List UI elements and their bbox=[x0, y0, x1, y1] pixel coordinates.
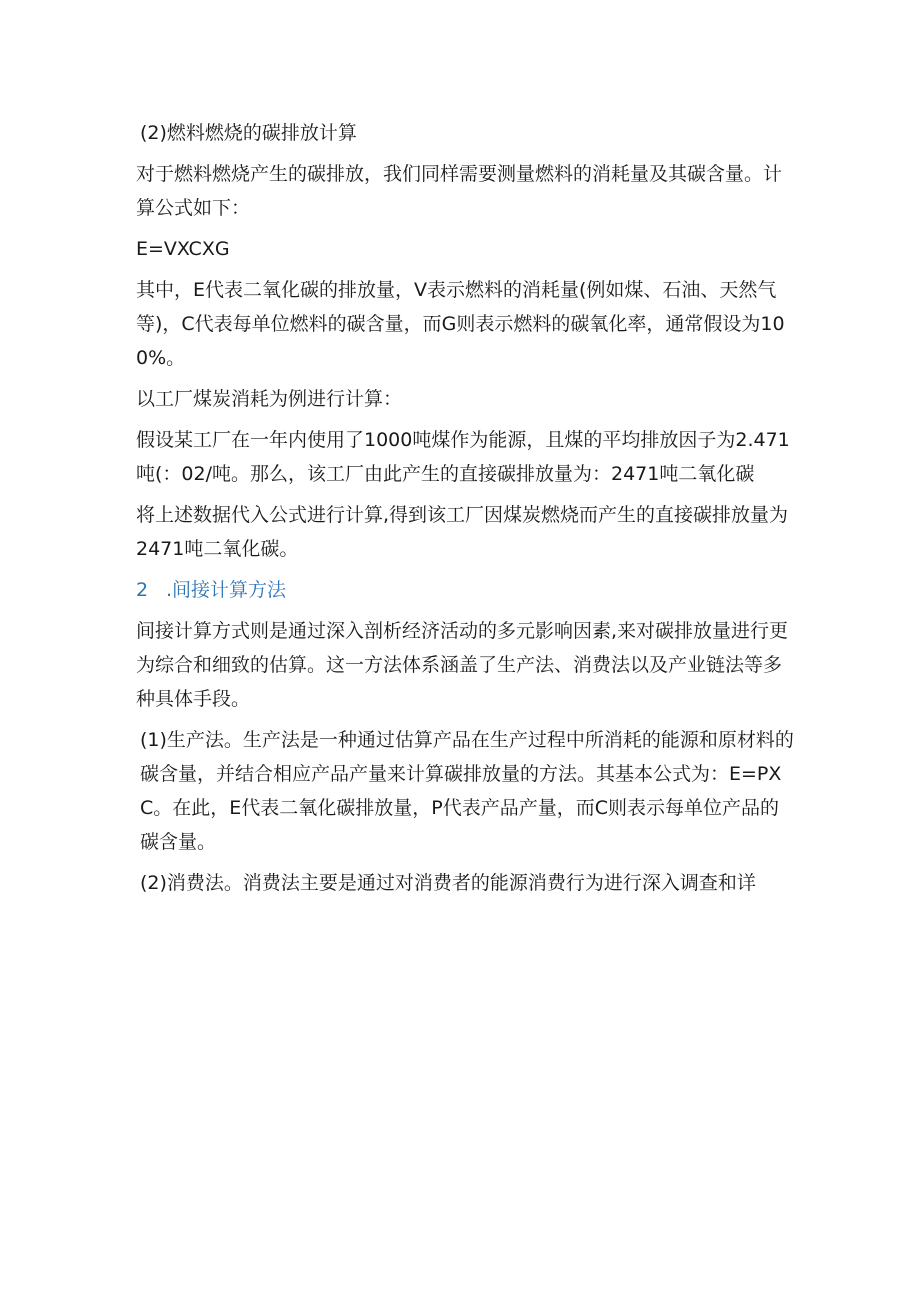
consumption-method-paragraph: (2)消费法。消费法主要是通过对消费者的能源消费行为进行深入调查和详 bbox=[140, 872, 756, 894]
fuel-formula: E=VXCXG bbox=[136, 238, 230, 260]
heading-text: .间接计算方法 bbox=[166, 579, 287, 601]
example-body-paragraph: 假设某工厂在一年内使用了1000吨煤作为能源，且煤的平均排放因子为2.471吨(：02/吨。那么，该工厂由此产生的直接碳排放量为：2471吨二氧化碳 bbox=[136, 429, 790, 485]
heading-number: 2 bbox=[136, 579, 149, 601]
example-intro: 以工厂煤炭消耗为例进行计算： bbox=[136, 388, 403, 410]
indirect-method-heading bbox=[136, 573, 796, 607]
fuel-intro-paragraph: 对于燃料燃烧产生的碳排放，我们同样需要测量燃料的消耗量及其碳含量。计算公式如下： bbox=[136, 163, 783, 219]
section-fuel-title: (2)燃料燃烧的碳排放计算 bbox=[140, 122, 357, 144]
fuel-explain-paragraph: 其中，E代表二氧化碳的排放量，V表示燃料的消耗量(例如煤、石油、天然气等)，C代表每单位燃料的碳含量，而G则表示燃料的碳氧化率，通常假设为100%。 bbox=[136, 279, 785, 369]
example-result-paragraph: 将上述数据代入公式进行计算,得到该工厂因煤炭燃烧而产生的直接碳排放量为2471吨二氧化碳。 bbox=[136, 504, 789, 560]
indirect-intro-paragraph: 间接计算方式则是通过深入剖析经济活动的多元影响因素,来对碳排放量进行更为综合和细致的估算。这一方法体系涵盖了生产法、消费法以及产业链法等多种具体手段。 bbox=[136, 620, 789, 710]
production-method-paragraph: (1)生产法。生产法是一种通过估算产品在生产过程中所消耗的能源和原材料的碳含量，并结合相应产品产量来计算碳排放量的方法。其基本公式为：E=PXC。在此，E代表二氧化碳排放量，P代表产品产量，而C则表示每单位产品的碳含量。 bbox=[140, 729, 794, 853]
document-body bbox=[136, 116, 796, 907]
